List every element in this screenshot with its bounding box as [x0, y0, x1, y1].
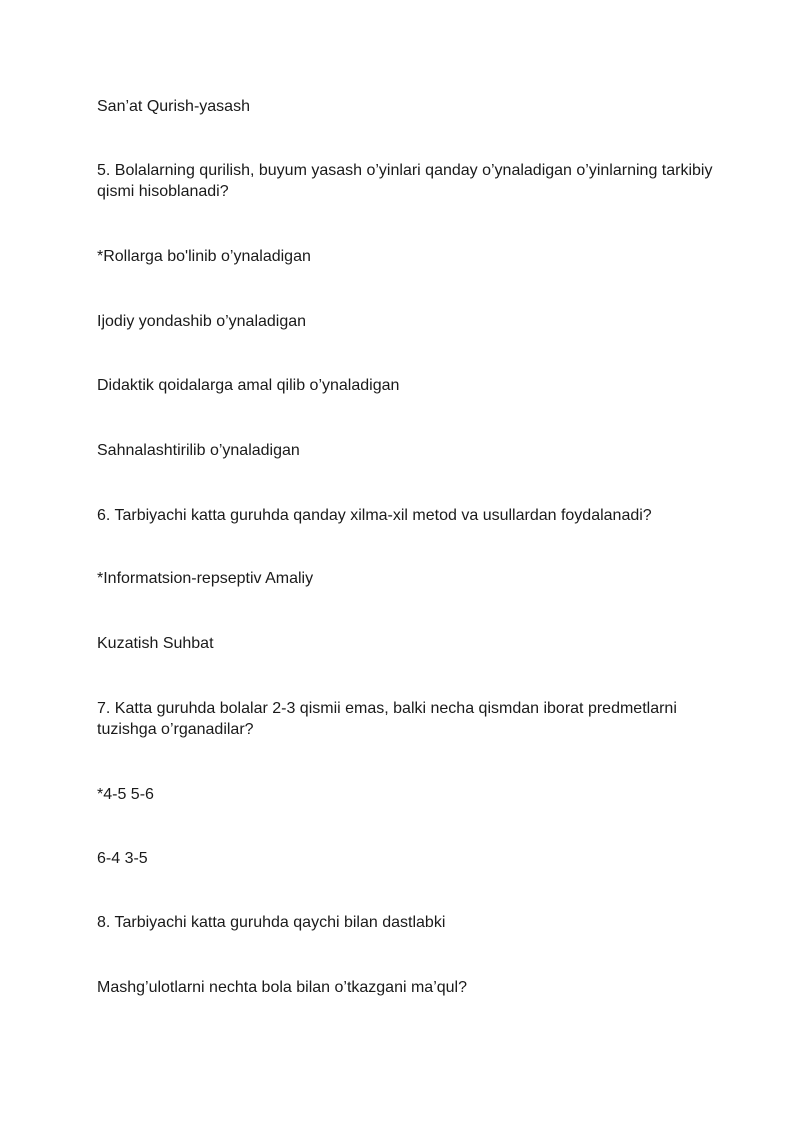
answer-option: Kuzatish Suhbat [97, 635, 214, 652]
answer-option-line: San’at Qurish-yasash [97, 98, 250, 115]
answer-option: Sahnalashtirilib o’ynaladigan [97, 442, 300, 459]
question-5-text: 5. Bolalarning qurilish, buyum yasash o’yinlari qanday o’ynaladigan o’yinlarning tarkibiy qismi hisoblanadi? [97, 162, 713, 200]
question-8-text: 8. Tarbiyachi katta guruhda qaychi bilan dastlabki [97, 914, 446, 931]
answer-option-correct: *Rollarga bo'linib o’ynaladigan [97, 248, 311, 265]
question-8-continuation: Mashg’ulotlarni nechta bola bilan o’tkazgani ma’qul? [97, 979, 468, 996]
answer-option-correct: *4-5 5-6 [97, 786, 154, 803]
answer-option: Ijodiy yondashib o’ynaladigan [97, 313, 307, 330]
answer-option: Didaktik qoidalarga amal qilib o’ynaladigan [97, 377, 400, 394]
question-7-text: 7. Katta guruhda bolalar 2-3 qismii emas, balki necha qismdan iborat predmetlarni tuzishga o’rganadilar? [97, 700, 677, 738]
answer-option: 6-4 3-5 [97, 850, 148, 867]
answer-option-correct: *Informatsion-repseptiv Amaliy [97, 570, 314, 587]
question-6-text: 6. Tarbiyachi katta guruhda qanday xilma-xil metod va usullardan foydalanadi? [97, 507, 652, 524]
